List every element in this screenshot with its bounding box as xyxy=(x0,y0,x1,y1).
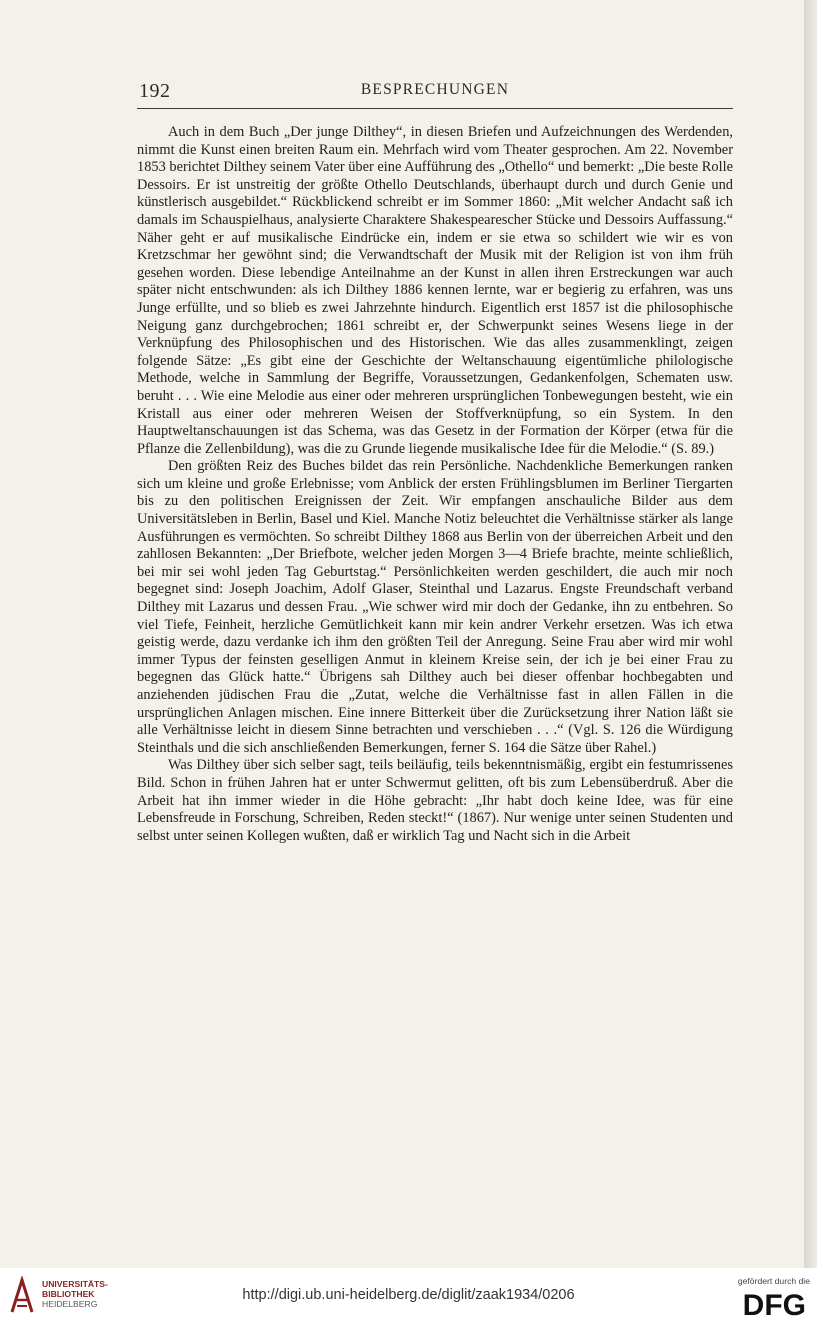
library-line-2: BIBLIOTHEK xyxy=(42,1289,95,1299)
page-edge-shadow xyxy=(804,0,817,1268)
header-rule xyxy=(137,108,733,109)
body-text xyxy=(137,124,733,845)
dfg-logo-text: DFG xyxy=(742,1289,806,1318)
paragraph-3: Was Dilthey über sich selber sagt, teils beiläufig, teils bekenntnismäßig, ergibt ein festumrissenes Bild. Schon in frühen Jahren hat er unter Schwermut gelitten, oft bis zum Lebensüberdruß. Aber die Arbeit hat ihn immer wieder in die Höhe gebracht: „Ihr habt doch keine Idee, was für eine Lebensfreude in Forschung, Schreiben, Reden steckt!“ (1867). Nur wenige unter seinen Studenten und selbst unter seinen Kollegen wußten, daß er wirklich Tag und Nacht sich in die Arbeit xyxy=(137,757,733,844)
dfg-logo-icon[interactable] xyxy=(726,1288,808,1318)
paragraph-2: Den größten Reiz des Buches bildet das rein Persönliche. Nachdenkliche Bemerkungen ranken sich um kleine und große Erlebnisse; vom Anblick der ersten Frühlingsblumen im Berliner Tiergarten bis zu den politischen Ereignissen der Zeit. Wir empfangen anschauliche Bilder aus dem Universitätsleben in Berlin, Basel und Kiel. Manche Notiz beleuchtet die Verhältnisse stärker als lange Ausführungen es vermöchten. So schreibt Dilthey 1868 aus Berlin von der überreichen Arbeit und den zahllosen Bekannten: „Der Briefbote, welcher jeden Morgen 3—4 Briefe brachte, meinte schließlich, bei mir sei wohl jeden Tag Geburtstag.“ Persönlichkeiten werden geschildert, die auch mir noch begegnet sind: Joseph Joachim, Adolf Glaser, Steinthal und Lazarus. Engste Freundschaft verband Dilthey mit Lazarus und dessen Frau. „Wie schwer wird mir doch der Gedanke, ihn zu entbehren. So viel Tiefe, Feinheit, herzliche Gemütlichkeit kann mir kein andrer Verkehr ersetzen. Was ich etwa geistig werde, dazu verdanke ich ihm den größten Teil der Anregung. Seine Frau aber wird mir wohl immer Typus der feinsten geselligen Anmut in kleinem Kreise sein, der ich je bei einer Frau zu begegnen das Glück hatte.“ Übrigens sah Dilthey auch bei dieser offenbar hochbegabten und anziehenden jüdischen Frau die „Zutat, welche die Verhältnisse fast in allen Fällen in die ursprünglichen Anlagen mischen. Eine innere Bitterkeit über die Zurücksetzung ihrer Nation läßt sie alle Verhältnisse leicht in diesem Sinne betrachten und verschieben . . .“ (Vgl. S. 126 die Würdigung Steinthals und die sich anschließenden Bemerkungen, ferner S. 164 die Sätze über Rahel.) xyxy=(137,458,733,756)
paragraph-1: Auch in dem Buch „Der junge Dilthey“, in diesen Briefen und Aufzeichnungen des Werdenden, nimmt die Kunst einen breiten Raum ein. Mehrfach wird vom Theater gesprochen. Am 22. November 1853 berichtet Dilthey seinem Vater über eine Aufführung des „Othello“ und bemerkt: „Die beste Rolle Dessoirs. Er ist unstreitig der größte Othello Deutschlands, überhaupt durch und durch Genie und künstlerisch ausgebildet.“ Rückblickend schreibt er im Sommer 1860: „Mit welcher Andacht saß ich damals im Schauspielhaus, analysierte Charaktere Shakespearescher Stücke und Dessoirs Auffassung.“ Näher geht er auf musikalische Eindrücke ein, indem er sie etwa so schildert wie wir es von Kretzschmar her gewöhnt sind; die Verwandtschaft der Musik mit der Religion ist von ihm früh gesehen worden. Diese lebendige Anteilnahme an der Kunst in allen ihren Erstreckungen war auch später nicht entschwunden: als ich Dilthey 1886 kennen lernte, war er begierig zu erfahren, was uns Junge erfüllte, und so blieb es zwei Jahrzehnte hindurch. Eigentlich erst 1857 ist die philosophische Neigung ganz durchgebrochen; 1861 schreibt er, der Schwerpunkt seines Wesens liege in der Verknüpfung des Philosophischen und des Historischen. Wie das alles zusammenklingt, zeigen folgende Sätze: „Es gibt eine der Geschichte der Weltanschauung eigentümliche philologische Methode, welche in Sammlung der Begriffe, Voraussetzungen, Gedankenfolgen, Schematen usw. beruht . . . Wie eine Melodie aus einer oder mehreren ursprünglichen Tonbewegungen besteht, wie ein Kristall aus einer oder mehreren Weisen der Stoffverknüpfung, so ein System. In den Hauptweltanschauungen ist das Schema, was das Gesetz in der Formation der Körper (etwa für die Pflanze die Zellenbildung), was die zu Grunde liegende musikalische Idee für die Melodie.“ (S. 89.) xyxy=(137,124,733,457)
library-line-1: UNIVERSITÄTS- xyxy=(42,1279,108,1289)
library-line-3: HEIDELBERG xyxy=(42,1299,98,1309)
permalink-url[interactable]: http://digi.ub.uni-heidelberg.de/diglit/zaak1934/0206 xyxy=(242,1287,575,1303)
page-header xyxy=(137,80,733,106)
running-head: BESPRECHUNGEN xyxy=(360,81,510,98)
footer-bar xyxy=(0,1268,817,1325)
page-number: 192 xyxy=(139,80,171,102)
funding-note: gefördert durch die xyxy=(737,1276,810,1286)
